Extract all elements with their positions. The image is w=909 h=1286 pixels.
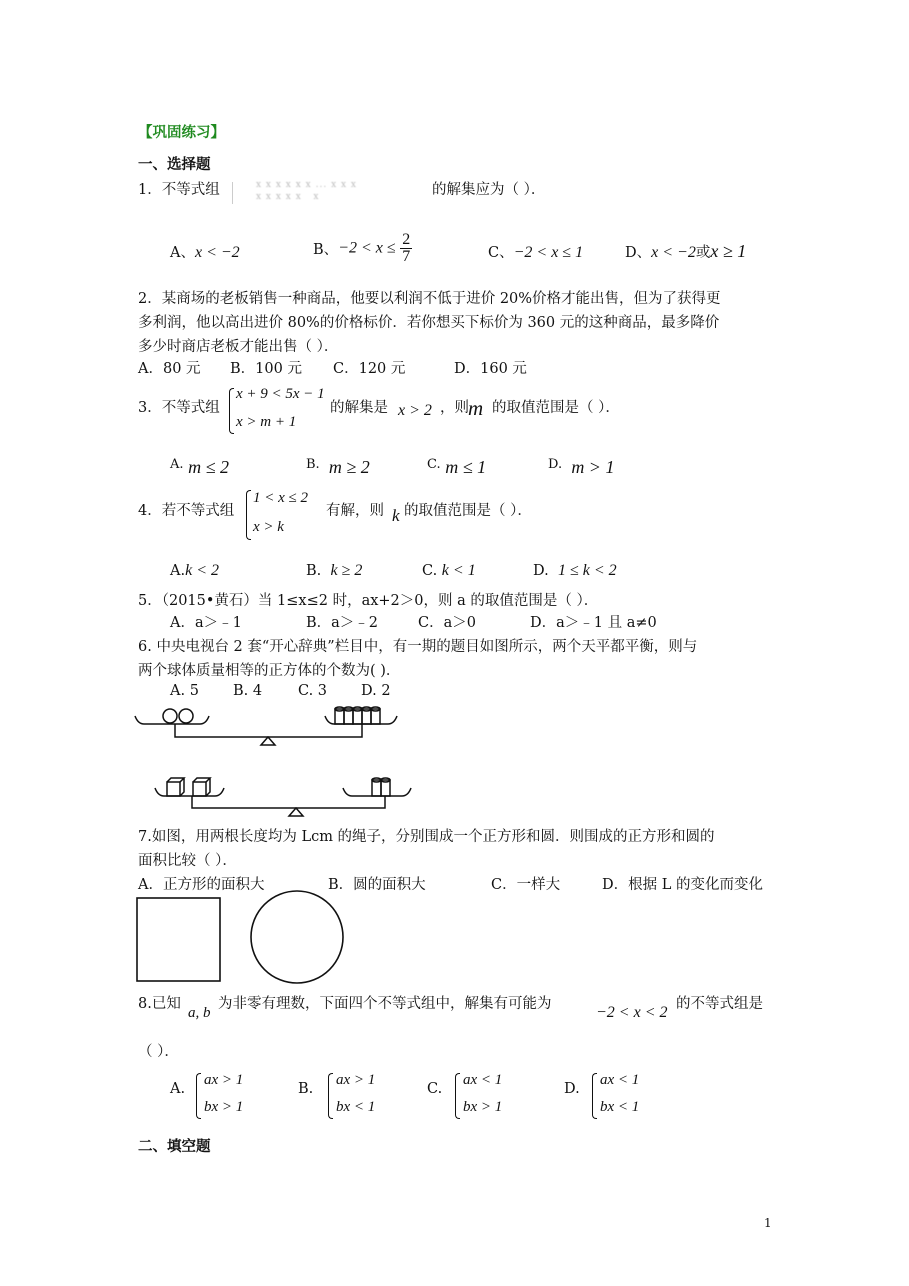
q7-option-c[interactable]: C．一样大 bbox=[491, 877, 561, 893]
q6-option-c[interactable]: C. 3 bbox=[298, 683, 328, 699]
q2-option-a[interactable]: A．80 元 bbox=[138, 361, 201, 377]
q8-stem-pre: 8.已知 bbox=[138, 996, 181, 1012]
cylinders-group bbox=[372, 778, 390, 796]
q5-option-c[interactable]: C．a＞0 bbox=[418, 615, 476, 631]
q5-option-b[interactable]: B．a＞﹣2 bbox=[306, 615, 379, 631]
q4-sys2: x > k bbox=[253, 519, 284, 535]
q6-line2: 两个球体质量相等的正方体的个数为( )． bbox=[138, 663, 401, 679]
fulcrum-triangle bbox=[261, 737, 275, 745]
q8-stem-mid: 为非零有理数，下面四个不等式组中，解集有可能为 bbox=[218, 996, 552, 1012]
q1-option-d[interactable]: D、x < −2或x ≥ 1 bbox=[625, 241, 747, 261]
q8-line2: （ ）． bbox=[138, 1044, 179, 1060]
q4-sys1: 1 < x ≤ 2 bbox=[253, 490, 309, 506]
q8-stem-post: 的不等式组是 bbox=[676, 996, 763, 1012]
balance-scales-figure bbox=[130, 700, 430, 820]
ball-shape bbox=[163, 709, 177, 723]
q3-sys1: x + 9 < 5x − 1 bbox=[236, 386, 325, 402]
q7-option-d[interactable]: D．根据 L 的变化而变化 bbox=[602, 877, 763, 893]
q2-option-b[interactable]: B．100 元 bbox=[230, 361, 302, 377]
q3-stem-post: 的取值范围是（ ）． bbox=[492, 400, 620, 416]
q1-option-b[interactable]: B、−2 < x ≤ $\frac{2}{7}$ bbox=[313, 231, 411, 265]
q1-option-a[interactable]: A、x < −2 bbox=[170, 244, 240, 261]
q8-option-b-line1: ax > 1 bbox=[336, 1072, 376, 1088]
page-number: 1 bbox=[764, 1216, 772, 1230]
part1-heading: 一、选择题 bbox=[138, 157, 211, 173]
q8-option-b-label[interactable]: B. bbox=[298, 1081, 314, 1097]
q4-brace bbox=[246, 490, 251, 540]
q4-option-d[interactable]: D. 1 ≤ k < 2 bbox=[533, 562, 617, 579]
q6-line1: 6. 中央电视台 2 套“开心辞典”栏目中，有一期的题目如图所示，两个天平都平衡，则与 bbox=[138, 639, 698, 655]
q3-solution: x > 2 bbox=[398, 402, 432, 419]
q8-option-c-label[interactable]: C. bbox=[427, 1081, 443, 1097]
q3-sys2: x > m + 1 bbox=[236, 414, 297, 430]
q1-stem-pre: 1．不等式组 bbox=[138, 182, 220, 198]
q4-option-c[interactable]: C. k < 1 bbox=[422, 562, 476, 579]
q3-mid: 的解集是 bbox=[330, 400, 388, 416]
q1-blurred-system: x x x x x x ... x x x x x x x x x bbox=[232, 178, 432, 208]
q3-brace bbox=[229, 388, 234, 434]
q8-option-d-label[interactable]: D. bbox=[564, 1081, 580, 1097]
q7-line1: 7.如图，用两根长度均为 Lcm 的绳子，分别围成一个正方形和圆．则围成的正方形和圆的 bbox=[138, 829, 715, 845]
q3-stem-pre: 3．不等式组 bbox=[138, 400, 220, 416]
q2-option-d[interactable]: D．160 元 bbox=[454, 361, 527, 377]
q2-line3: 多少时商店老板才能出售（ ）． bbox=[138, 339, 339, 355]
q8-option-c-line1: ax < 1 bbox=[463, 1072, 503, 1088]
q7-line2: 面积比较（ ）． bbox=[138, 853, 237, 869]
q2-line1: 2．某商场的老板销售一种商品，他要以利润不低于进价 20%价格才能出售，但为了获得更 bbox=[138, 291, 721, 307]
q2-option-c[interactable]: C．120 元 bbox=[333, 361, 406, 377]
q8-option-a-line2: bx > 1 bbox=[204, 1099, 244, 1115]
top-balance-scale bbox=[135, 707, 397, 745]
q8-option-b-line2: bx < 1 bbox=[336, 1099, 376, 1115]
fulcrum-triangle bbox=[289, 808, 303, 816]
q8-option-c-line2: bx > 1 bbox=[463, 1099, 503, 1115]
q6-option-b[interactable]: B. 4 bbox=[233, 683, 263, 699]
q4-mid: 有解，则 bbox=[326, 503, 384, 519]
q4-stem-post: 的取值范围是（ ）． bbox=[404, 503, 532, 519]
q7-option-a[interactable]: A．正方形的面积大 bbox=[138, 877, 265, 893]
q5-option-a[interactable]: A．a＞﹣1 bbox=[170, 615, 242, 631]
q5-stem: 5．（2015•黄石）当 1≤x≤2 时，ax+2＞0，则 a 的取值范围是（ ）． bbox=[138, 593, 599, 609]
q8-option-a-label[interactable]: A. bbox=[170, 1081, 186, 1097]
q7-option-b[interactable]: B．圆的面积大 bbox=[328, 877, 426, 893]
circle-shape bbox=[251, 891, 343, 983]
q3-option-c[interactable]: C. m ≤ 1 bbox=[427, 457, 487, 477]
q8-solution: −2 < x < 2 bbox=[596, 1004, 668, 1021]
q1-stem-post: 的解集应为（ ）． bbox=[432, 182, 546, 198]
square-circle-figure bbox=[130, 890, 360, 990]
q1-option-c[interactable]: C、−2 < x ≤ 1 bbox=[488, 244, 584, 261]
q8-vars: a, b bbox=[188, 1005, 211, 1021]
q8-option-b-brace bbox=[328, 1073, 333, 1119]
q8-option-a-brace bbox=[196, 1073, 201, 1119]
q3-var: m bbox=[468, 396, 484, 420]
q6-option-d[interactable]: D. 2 bbox=[361, 683, 391, 699]
q8-option-d-line1: ax < 1 bbox=[600, 1072, 640, 1088]
q8-option-a-line1: ax > 1 bbox=[204, 1072, 244, 1088]
q4-option-a[interactable]: A.k < 2 bbox=[170, 562, 219, 579]
q2-line2: 多利润，他以高出进价 80%的价格标价．若你想买下标价为 360 元的这种商品，最多降价 bbox=[138, 315, 720, 331]
q3-option-b[interactable]: B. m ≥ 2 bbox=[306, 457, 370, 477]
q3-option-d[interactable]: D. m > 1 bbox=[548, 457, 615, 477]
section-title: 【巩固练习】 bbox=[138, 125, 225, 141]
q4-stem-pre: 4．若不等式组 bbox=[138, 503, 235, 519]
q4-var: k bbox=[392, 506, 400, 525]
q8-option-d-brace bbox=[592, 1073, 597, 1119]
q5-option-d[interactable]: D．a＞﹣1 且 a≠0 bbox=[530, 615, 657, 631]
q8-option-c-brace bbox=[455, 1073, 460, 1119]
part2-heading: 二、填空题 bbox=[138, 1139, 211, 1155]
q6-option-a[interactable]: A. 5 bbox=[170, 683, 199, 699]
cylinders-group bbox=[335, 707, 380, 724]
q3-mid2: ，则 bbox=[440, 400, 469, 416]
q4-option-b[interactable]: B. k ≥ 2 bbox=[306, 562, 363, 579]
square-shape bbox=[137, 898, 220, 981]
ball-shape bbox=[179, 709, 193, 723]
q8-option-d-line2: bx < 1 bbox=[600, 1099, 640, 1115]
cubes-group bbox=[167, 778, 210, 796]
q3-option-a[interactable]: A. m ≤ 2 bbox=[170, 457, 230, 477]
bottom-balance-scale bbox=[155, 778, 411, 816]
